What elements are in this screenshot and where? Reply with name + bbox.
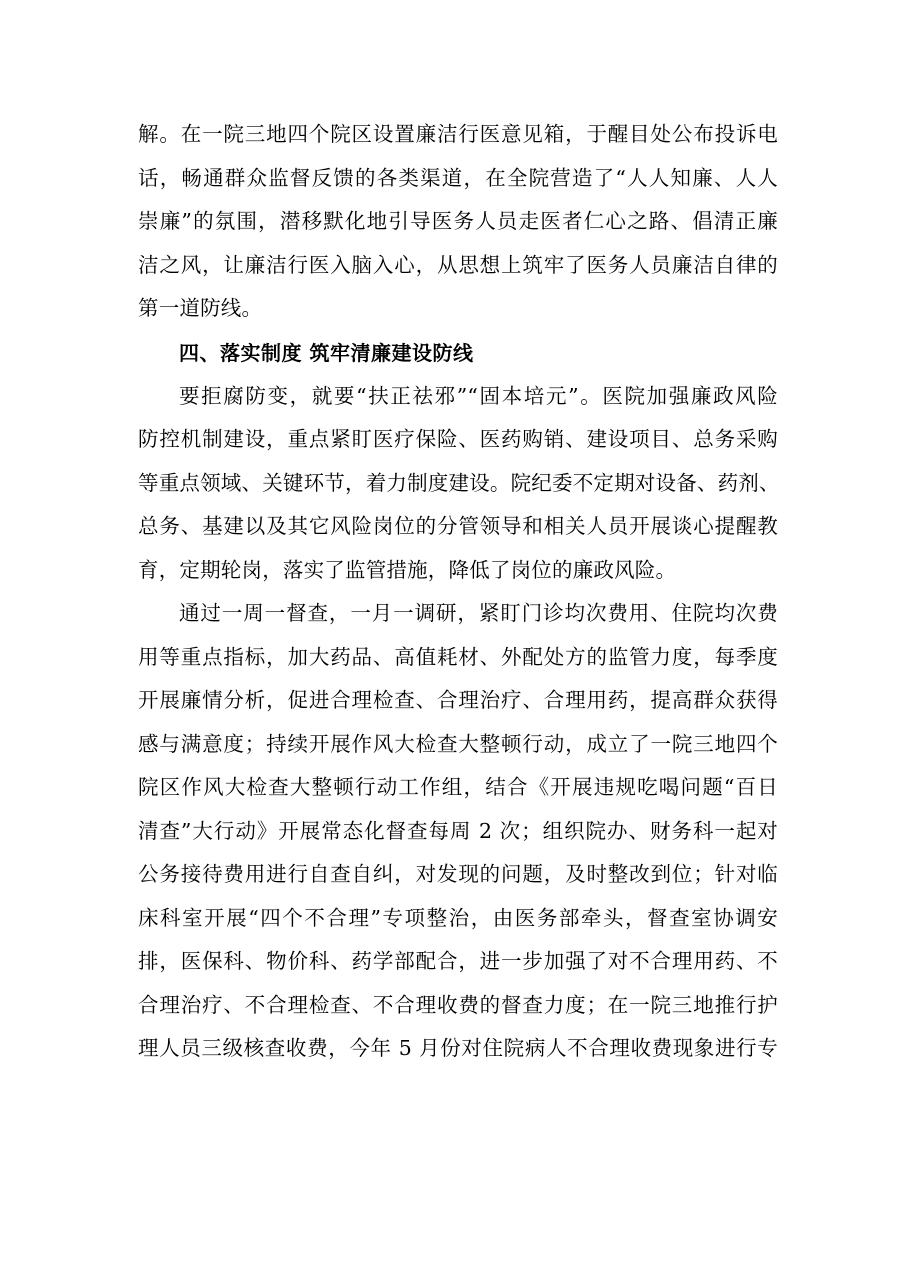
text-line: 等重点领域、关键环节，着力制度建设。院纪委不定期对设备、药剂、 [138, 470, 780, 495]
text-line: 公务接待费用进行自查自纠，对发现的问题，及时整改到位；针对临 [138, 862, 778, 886]
text-line: 话，畅通群众监督反馈的各类渠道，在全院营造了“人人知廉、人人 [138, 165, 778, 190]
text-line: 院区作风大检查大整顿行动工作组，结合《开展违规吃喝问题“百日 [138, 775, 778, 799]
text-line: 合理治疗、不合理检查、不合理收费的督查力度；在一院三地推行护 [138, 992, 778, 1017]
text-line: 解。在一院三地四个院区设置廉洁行医意见箱，于醒目处公布投诉电 [138, 122, 778, 146]
text-line: 排，医保科、物价科、药学部配合，进一步加强了对不合理用药、不 [138, 949, 778, 973]
text-line: 开展廉情分析，促进合理检查、合理治疗、合理用药，提高群众获得 [138, 688, 778, 712]
text-line: 总务、基建以及其它风险岗位的分管领导和相关人员开展谈心提醒教 [138, 514, 778, 538]
text-line: 通过一周一督查，一月一调研，紧盯门诊均次费用、住院均次费 [179, 601, 778, 625]
text-line: 洁之风，让廉洁行医入脑入心，从思想上筑牢了医务人员廉洁自律的 [138, 252, 778, 277]
document-body [138, 113, 778, 1071]
text-line: 要拒腐防变，就要“扶正祛邪”“固本培元”。医院加强廉政风险 [179, 383, 778, 408]
paragraph-2 [138, 375, 778, 593]
paragraph-3 [138, 592, 778, 1071]
paragraph-1 [138, 113, 778, 331]
text-line: 感与满意度；持续开展作风大检查大整顿行动，成立了一院三地四个 [138, 731, 778, 756]
text-line: 理人员三级核查收费，今年 5 月份对住院病人不合理收费现象进行专 [138, 1036, 778, 1060]
text-line: 第一道防线。 [138, 296, 263, 320]
text-line: 育，定期轮岗，落实了监管措施，降低了岗位的廉政风险。 [138, 557, 677, 582]
text-line: 崇廉”的氛围，潜移默化地引导医务人员走医者仁心之路、倡清正廉 [138, 209, 778, 233]
text-line: 床科室开展“四个不合理”专项整治，由医务部牵头，督查室协调安 [138, 905, 778, 930]
section-heading: 四、落实制度 筑牢清廉建设防线 [179, 340, 474, 365]
text-line: 用等重点指标，加大药品、高值耗材、外配处方的监管力度，每季度 [138, 644, 778, 669]
text-line: 防控机制建设，重点紧盯医疗保险、医药购销、建设项目、总务采购 [138, 427, 778, 451]
text-line: 清查”大行动》开展常态化督查每周 2 次；组织院办、财务科一起对 [138, 818, 778, 843]
